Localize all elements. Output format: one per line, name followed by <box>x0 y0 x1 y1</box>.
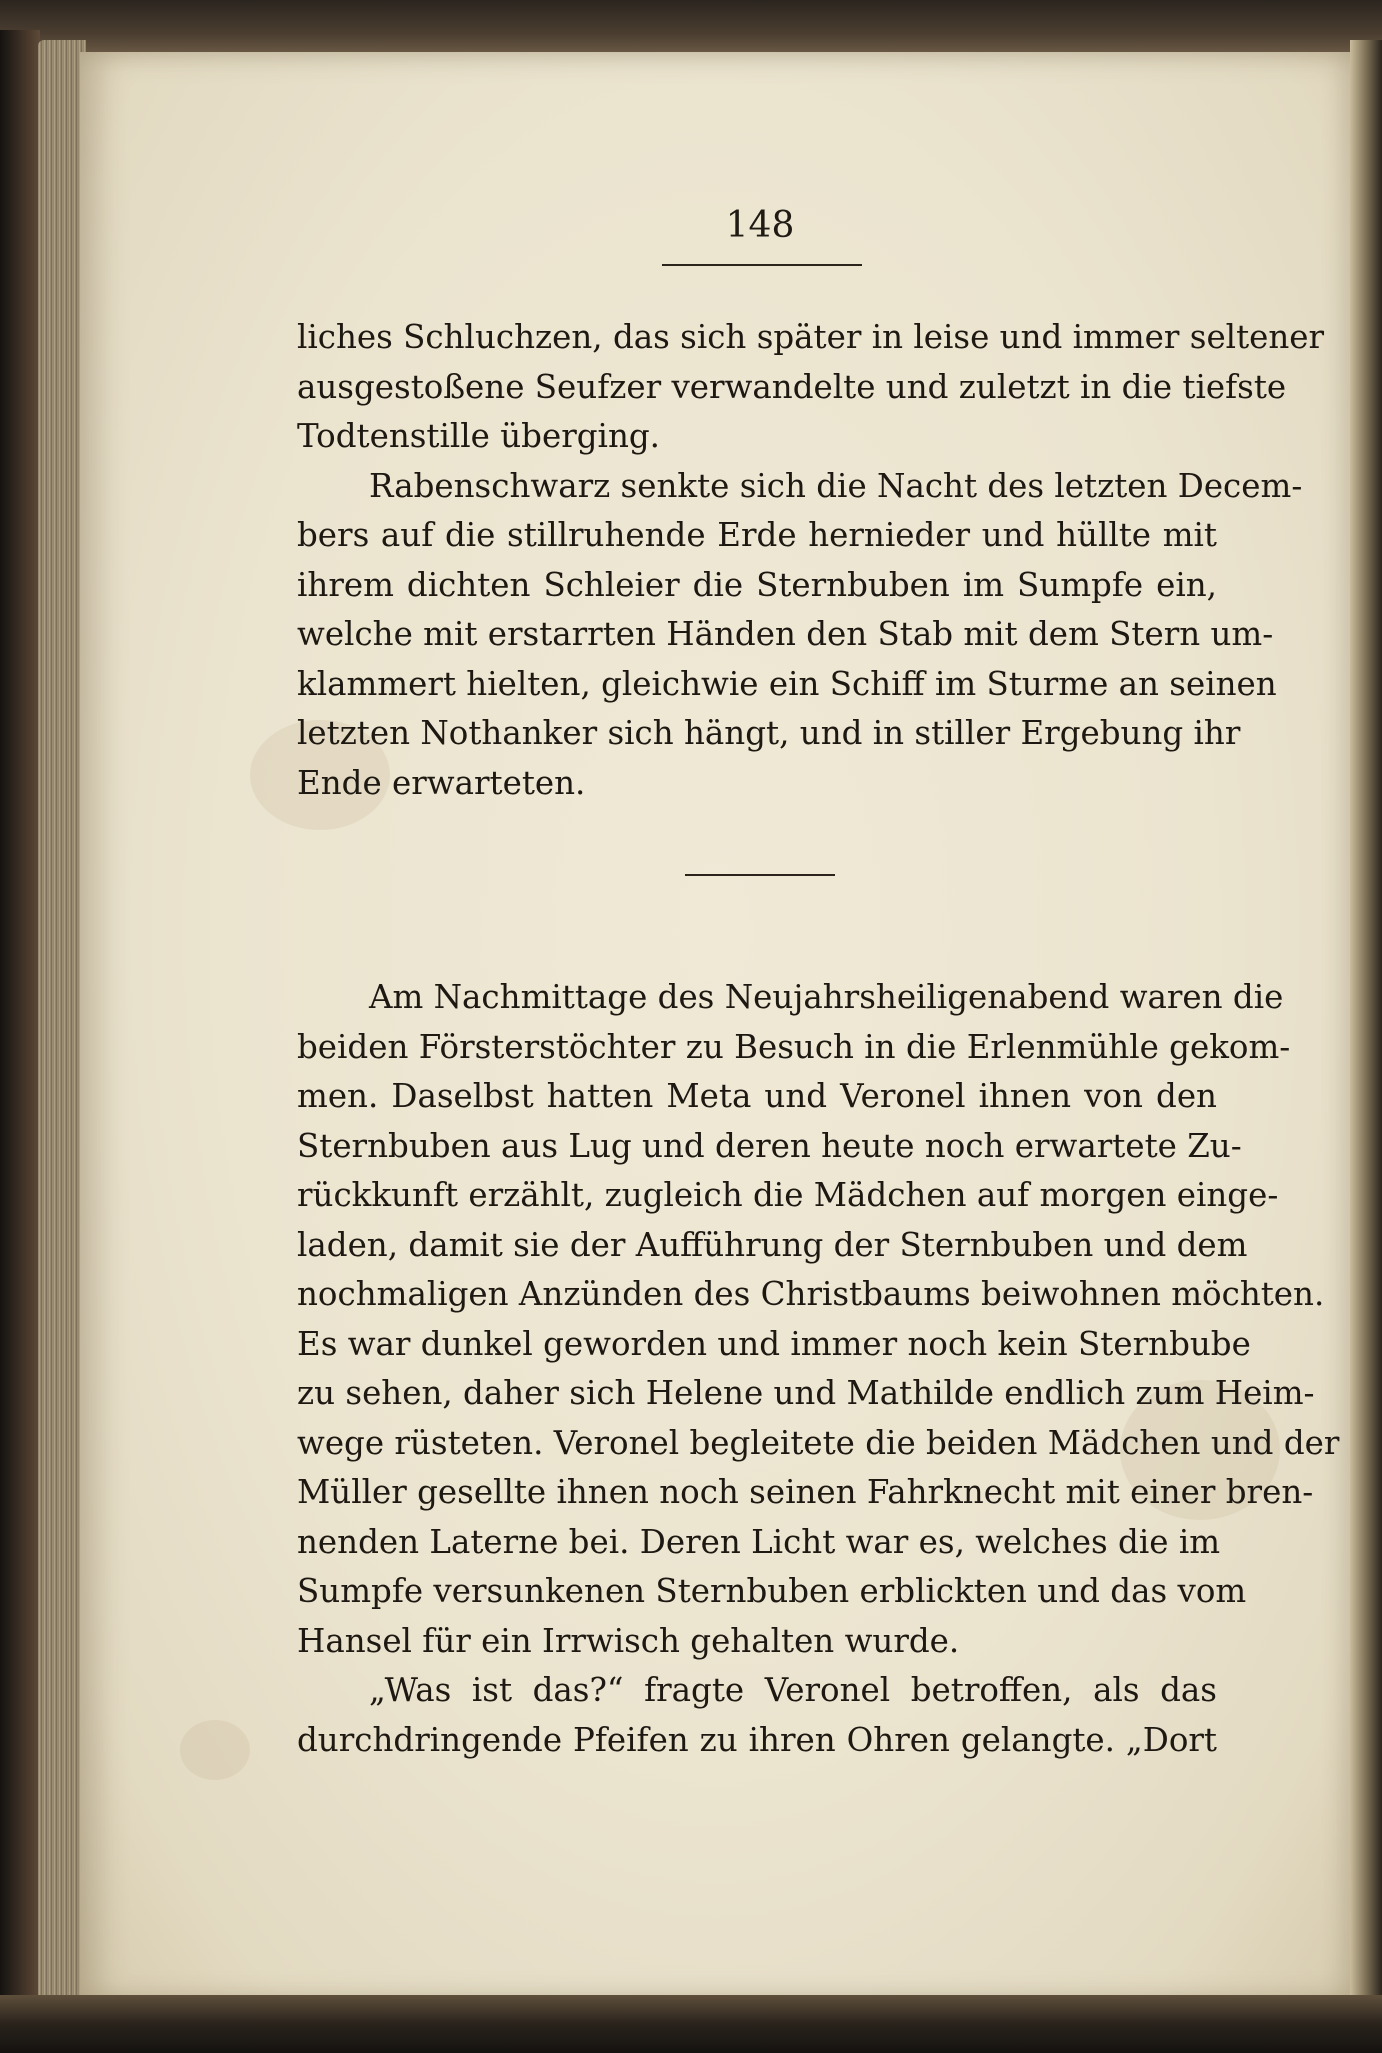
text-line: Todtenstille überging. <box>297 417 661 455</box>
page-number: 148 <box>725 205 795 246</box>
text-line: rückkunft erzählt, zugleich die Mädchen auf morgen einge- <box>297 1176 1279 1214</box>
text-line: klammert hielten, gleichwie ein Schiff im Sturme an seinen <box>297 664 1277 703</box>
text-line: beiden Försterstöchter zu Besuch in die Erlenmühle gekom- <box>297 1027 1291 1066</box>
text-line: Hansel für ein Irrwisch gehalten wurde. <box>297 1621 960 1660</box>
paragraph <box>297 1666 1217 1765</box>
text-line: Ende erwarteten. <box>297 763 586 802</box>
text-line: Sumpfe versunkenen Sternbuben erblickten und das vom <box>297 1572 1247 1610</box>
text-line: Müller gesellte ihnen noch seinen Fahrknecht mit einer bren- <box>297 1473 1314 1511</box>
text-line: „Was ist das?“ fragte Veronel betroffen, als das <box>369 1671 1217 1709</box>
text-line: Am Nachmittage des Neujahrsheiligenabend waren die <box>369 978 1284 1016</box>
text-line: wege rüsteten. Veronel begleitete die beiden Mädchen und der <box>297 1423 1340 1462</box>
text-line: liches Schluchzen, das sich später in leise und immer seltener <box>297 318 1325 356</box>
text-line: ausgestoßene Seufzer verwandelte und zuletzt in die tiefste <box>297 367 1287 406</box>
text-block-bottom <box>297 973 1340 1765</box>
text-line: zu sehen, daher sich Helene und Mathilde endlich zum Heim- <box>297 1374 1315 1412</box>
book-bottom-edge <box>0 1995 1382 2053</box>
text-line: Es war dunkel geworden und immer noch kein Sternbube <box>297 1324 1251 1363</box>
paper-stain <box>180 1720 250 1780</box>
header-rule <box>662 264 862 266</box>
text-line: Rabenschwarz senkte sich die Nacht des letzten Decem- <box>369 466 1303 505</box>
text-line: letzten Nothanker sich hängt, und in stiller Ergebung ihr <box>297 714 1241 752</box>
section-rule <box>685 874 835 876</box>
book-right-edge <box>1350 40 1382 2020</box>
text-line: men. Daselbst hatten Meta und Veronel ihnen von den <box>297 1077 1217 1115</box>
paragraph <box>297 973 1340 1666</box>
text-block-top <box>297 313 1325 808</box>
text-line: bers auf die stillruhende Erde hernieder und hüllte mit <box>297 516 1217 554</box>
paragraph <box>297 462 1303 809</box>
text-line: welche mit erstarrten Händen den Stab mit dem Stern um- <box>297 615 1274 653</box>
text-line: nenden Laterne bei. Deren Licht war es, welches die im <box>297 1522 1221 1561</box>
text-line: durchdringende Pfeifen zu ihren Ohren gelangte. „Dort <box>297 1720 1217 1759</box>
text-line: Sternbuben aus Lug und deren heute noch erwartete Zu- <box>297 1126 1242 1165</box>
text-line: ihrem dichten Schleier die Sternbuben im Sumpfe ein, <box>297 565 1217 604</box>
text-line: nochmaligen Anzünden des Christbaums beiwohnen möchten. <box>297 1275 1325 1313</box>
text-line: laden, damit sie der Aufführung der Sternbuben und dem <box>297 1225 1248 1264</box>
book-top-edge <box>0 0 1382 55</box>
book-cover-left <box>0 30 40 2020</box>
page-edges-stack <box>38 40 86 2000</box>
paragraph <box>297 313 1325 462</box>
